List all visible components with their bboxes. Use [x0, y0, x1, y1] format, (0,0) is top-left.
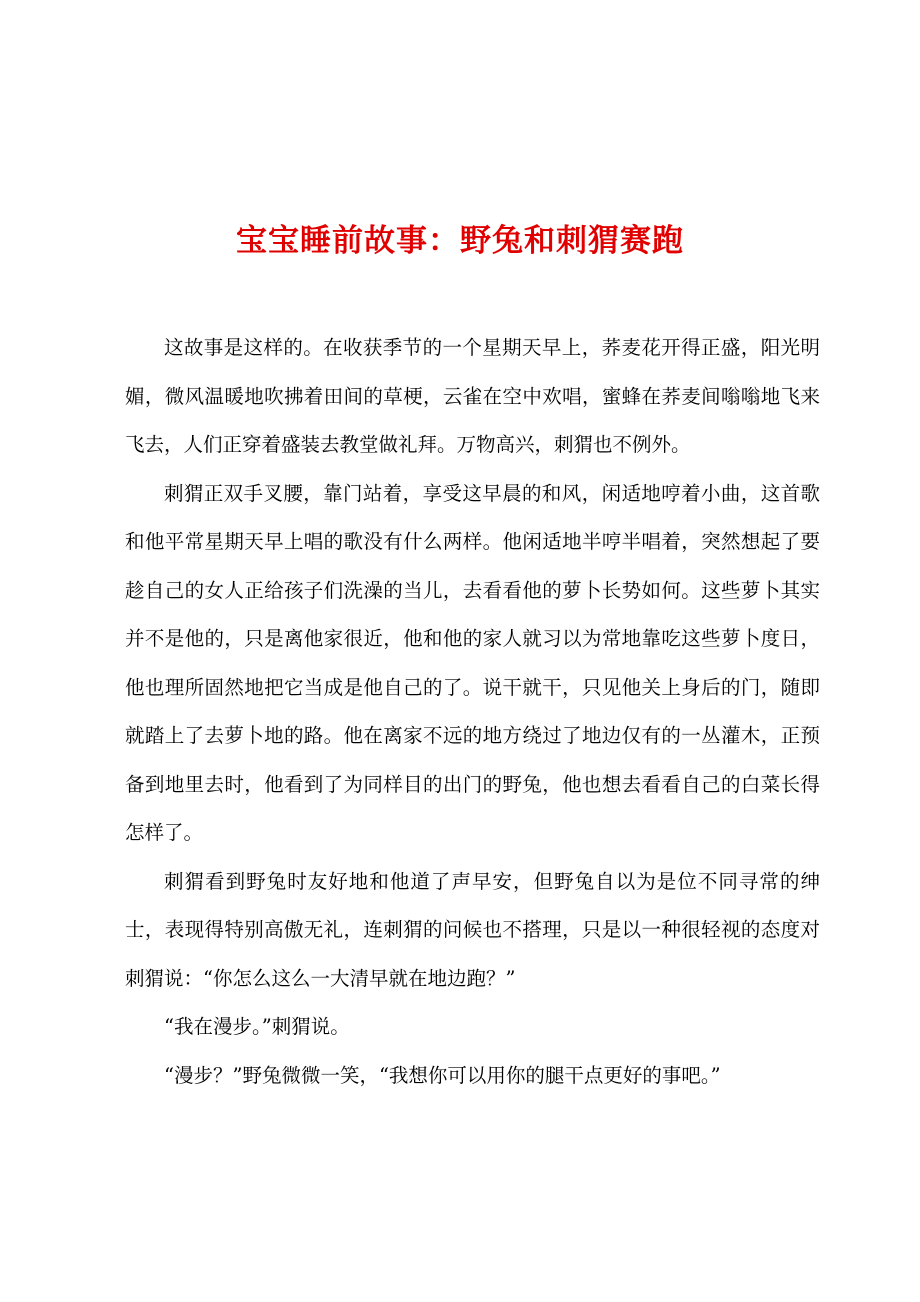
paragraph-5: “漫步？”野兔微微一笑，“我想你可以用你的腿干点更好的事吧。”	[164, 1063, 721, 1087]
paragraph-1: 这故事是这样的。在收获季节的一个星期天早上，荞麦花开得正盛，阳光明媚，微风温暖地吹拂着田间的草梗，云雀在空中欢唱，蜜蜂在荞麦间嗡嗡地飞来飞去，人们正穿着盛装去教堂做礼拜。万物高兴，刺猬也不例外。	[125, 336, 820, 456]
story-body	[125, 324, 820, 1100]
paragraph-2: 刺猬正双手叉腰，靠门站着，享受这早晨的和风，闲适地哼着小曲，这首歌和他平常星期天早上唱的歌没有什么两样。他闲适地半哼半唱着，突然想起了要趁自己的女人正给孩子们洗澡的当儿，去看看他的萝卜长势如何。这些萝卜其实并不是他的，只是离他家很近，他和他的家人就习以为常地靠吃这些萝卜度日，他也理所固然地把它当成是他自己的了。说干就干，只见他关上身后的门，随即就踏上了去萝卜地的路。他在离家不远的地方绕过了地边仅有的一丛灌木，正预备到地里去时，他看到了为同样目的出门的野兔，他也想去看看自己的白菜长得怎样了。	[125, 481, 820, 844]
document-title: 宝宝睡前故事：野兔和刺猬赛跑	[236, 222, 684, 259]
paragraph-3: 刺猬看到野兔时友好地和他道了声早安，但野兔自以为是位不同寻常的绅士，表现得特别高傲无礼，连刺猬的问候也不搭理，只是以一种很轻视的态度对刺猬说：“你怎么这么一大清早就在地边跑？”	[125, 869, 820, 990]
paragraph-4: “我在漫步。”刺猬说。	[164, 1015, 350, 1038]
